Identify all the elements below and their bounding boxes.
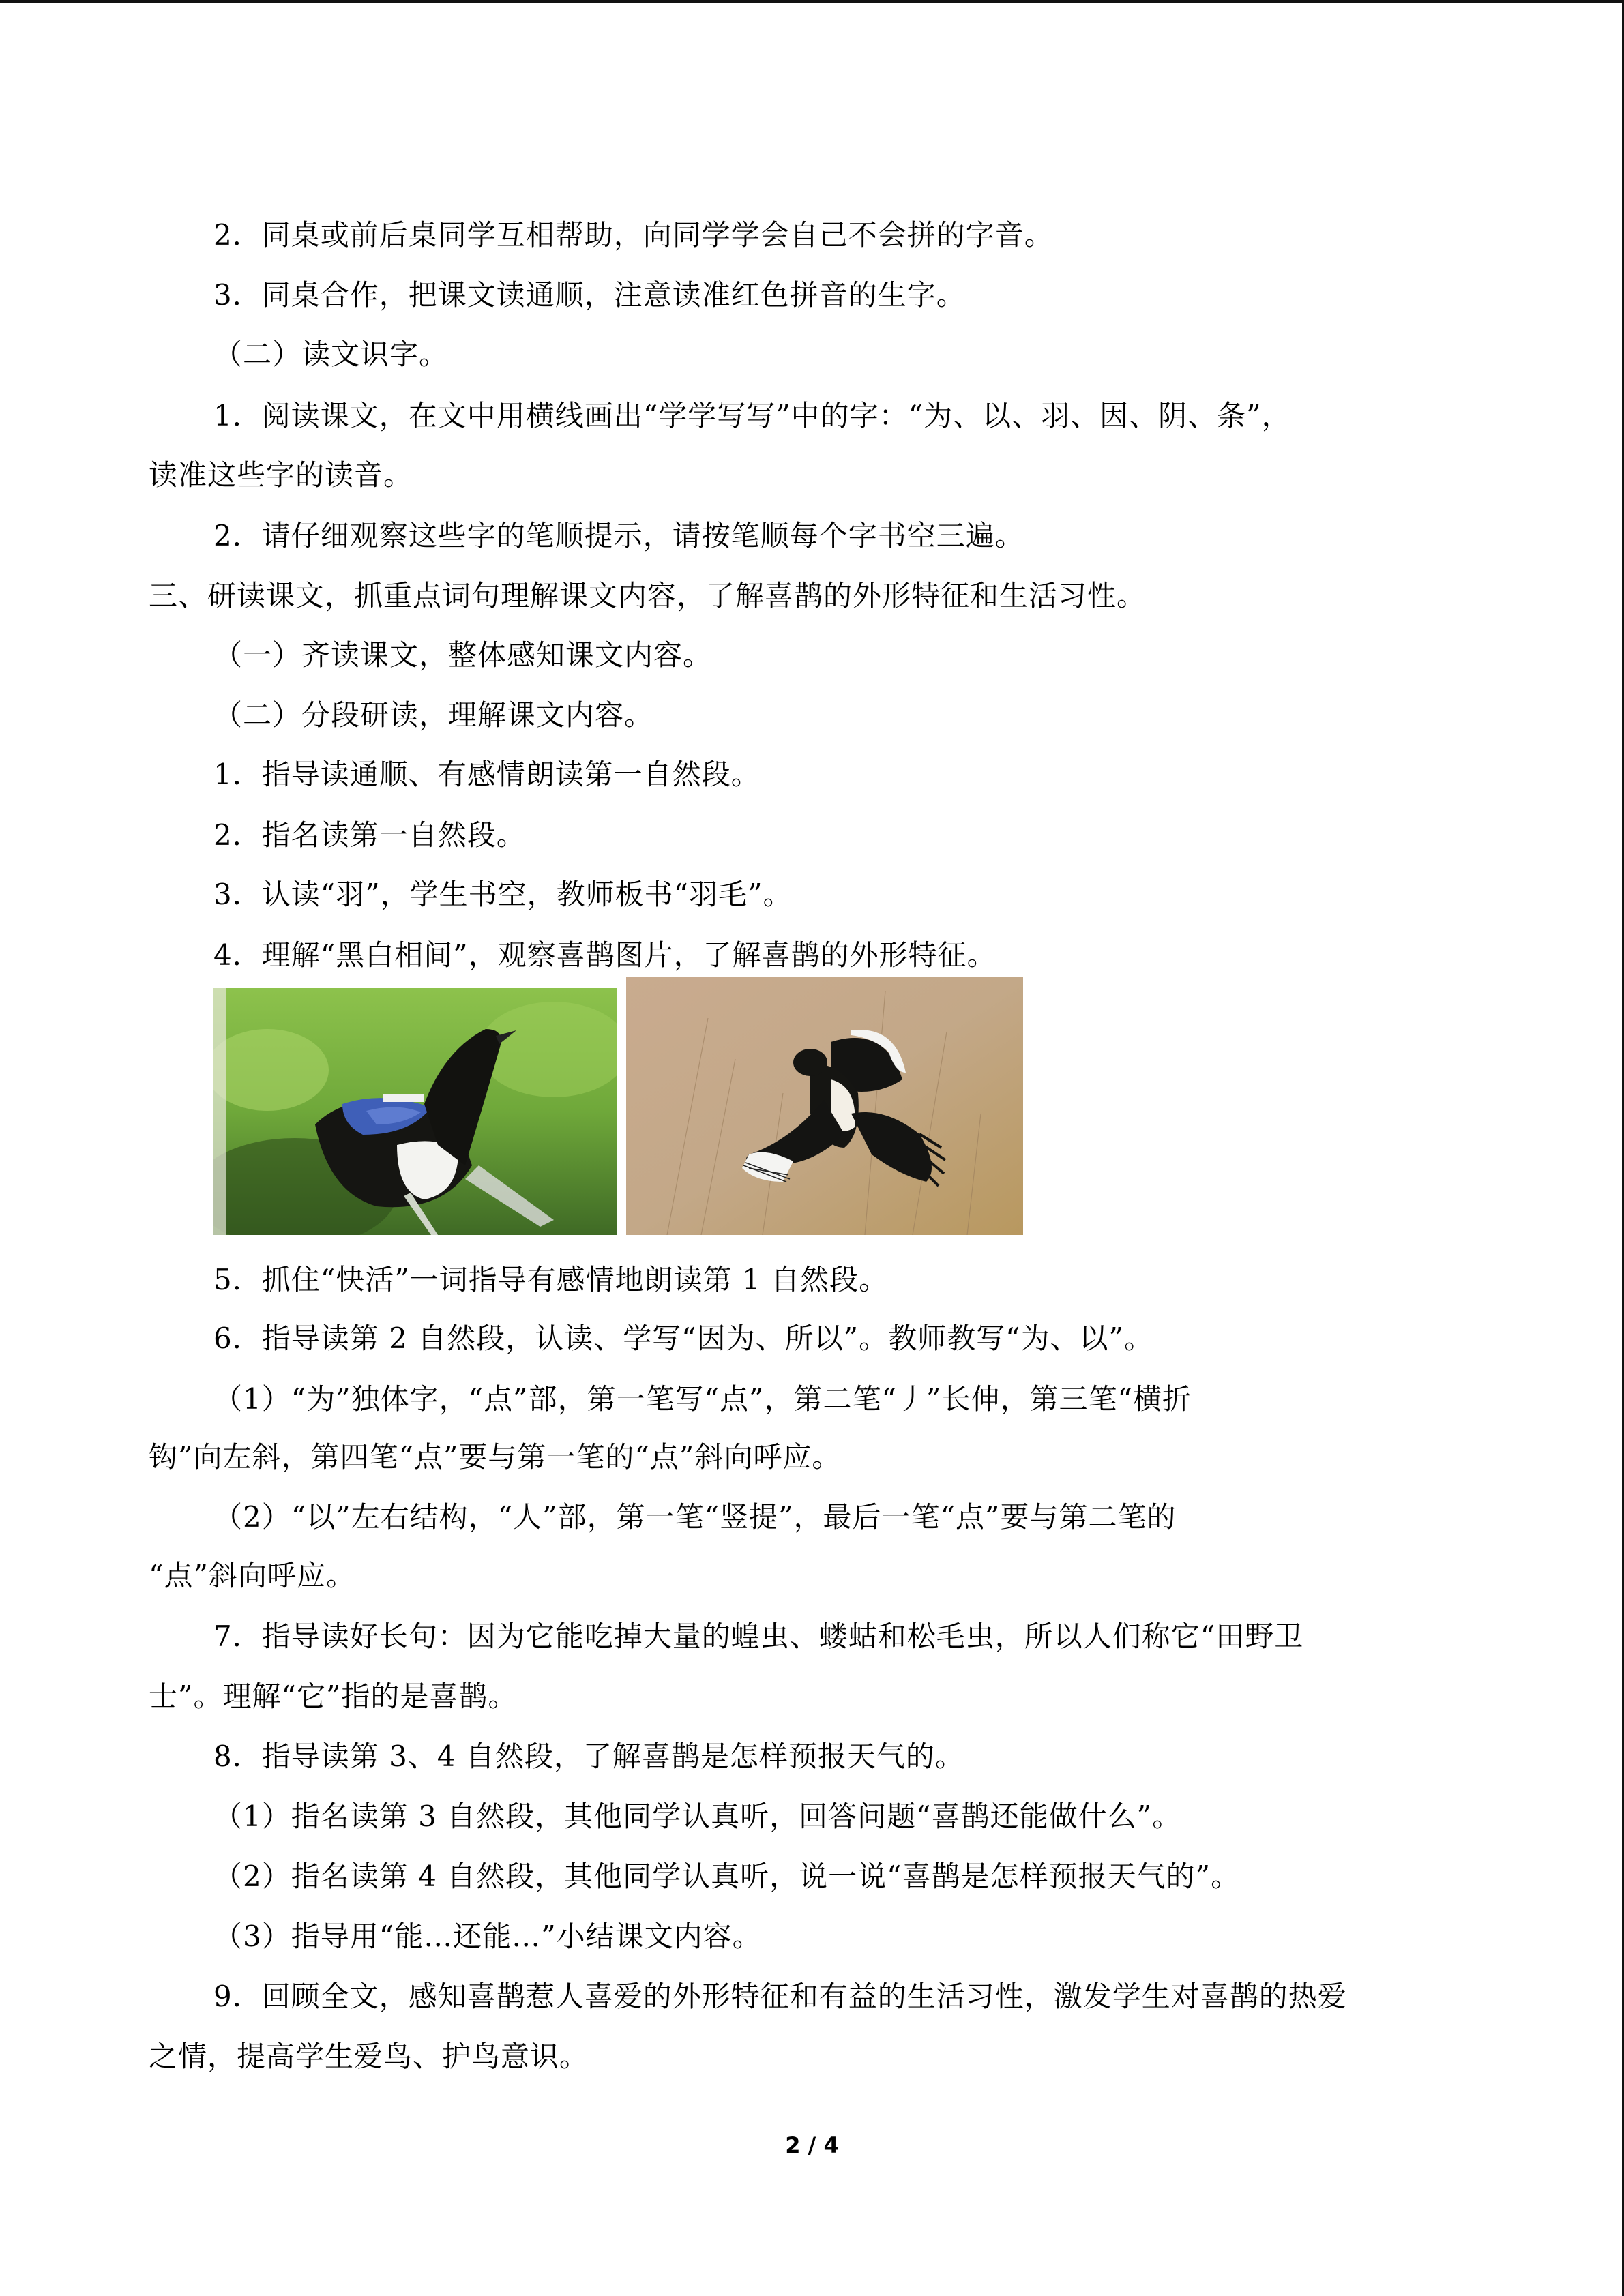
text-line: 9．回顾全文，感知喜鹊惹人喜爱的外形特征和有益的生活习性，激发学生对喜鹊的热爱 (213, 1980, 1347, 2013)
text-line: 士”。理解“它”指的是喜鹊。 (149, 1680, 518, 1713)
text-line: 1．阅读课文，在文中用横线画出“学学写写”中的字：“为、以、羽、因、阴、条”， (213, 399, 1291, 432)
text-line: 2．同桌或前后桌同学互相帮助，向同学学会自己不会拼的字音。 (213, 218, 1054, 252)
section-heading: （二）读文识字。 (213, 338, 449, 371)
text-line: 读准这些字的读音。 (149, 458, 413, 492)
text-line: 2．请仔细观察这些字的笔顺提示，请按笔顺每个字书空三遍。 (213, 519, 1024, 552)
text-line: 4．理解“黑白相间”，观察喜鹊图片，了解喜鹊的外形特征。 (213, 938, 996, 972)
text-line: 1．指导读通顺、有感情朗读第一自然段。 (213, 758, 761, 791)
section-heading: （一）齐读课文，整体感知课文内容。 (213, 638, 713, 672)
text-line: 之情，提高学生爱鸟、护鸟意识。 (149, 2040, 589, 2073)
text-line: 7．指导读好长句：因为它能吃掉大量的蝗虫、蝼蛄和松毛虫，所以人们称它“田野卫 (213, 1620, 1304, 1653)
text-line: （2）指名读第 4 自然段，其他同学认真听，说一说“喜鹊是怎样预报天气的”。 (213, 1860, 1241, 1893)
magpie-flying-illustration (626, 977, 1023, 1235)
text-line: 5．抓住“快活”一词指导有感情地朗读第 1 自然段。 (213, 1263, 889, 1296)
text-line: 钩”向左斜，第四笔“点”要与第一笔的“点”斜向呼应。 (149, 1440, 842, 1474)
magpie-perched-photo (213, 988, 617, 1235)
text-line: （3）指导用“能…还能…”小结课文内容。 (213, 1920, 762, 1953)
text-line: 2．指名读第一自然段。 (213, 818, 526, 852)
magpie-flying-photo (626, 977, 1023, 1235)
text-line: 3．同桌合作，把课文读通顺，注意读准红色拼音的生字。 (213, 278, 966, 312)
section-heading: （二）分段研读，理解课文内容。 (213, 698, 654, 732)
page-number: 2 / 4 (785, 2132, 839, 2158)
text-line: （1）指名读第 3 自然段，其他同学认真听，回答问题“喜鹊还能做什么”。 (213, 1800, 1182, 1833)
magpie-perched-illustration (213, 988, 617, 1235)
text-line: （1）“为”独体字，“点”部，第一笔写“点”，第二笔“丿”长伸，第三笔“横折 (213, 1382, 1192, 1416)
section-heading: 三、研读课文，抓重点词句理解课文内容，了解喜鹊的外形特征和生活习性。 (149, 579, 1147, 612)
text-line: “点”斜向呼应。 (149, 1559, 355, 1592)
text-line: （2）“以”左右结构，“人”部，第一笔“竖提”，最后一笔“点”要与第二笔的 (213, 1500, 1177, 1534)
text-line: 6．指导读第 2 自然段，认读、学写“因为、所以”。教师教写“为、以”。 (213, 1322, 1154, 1355)
page-top-border (0, 0, 1624, 3)
text-line: 3．认读“羽”，学生书空，教师板书“羽毛”。 (213, 878, 793, 911)
text-line: 8．指导读第 3、4 自然段，了解喜鹊是怎样预报天气的。 (213, 1740, 964, 1773)
